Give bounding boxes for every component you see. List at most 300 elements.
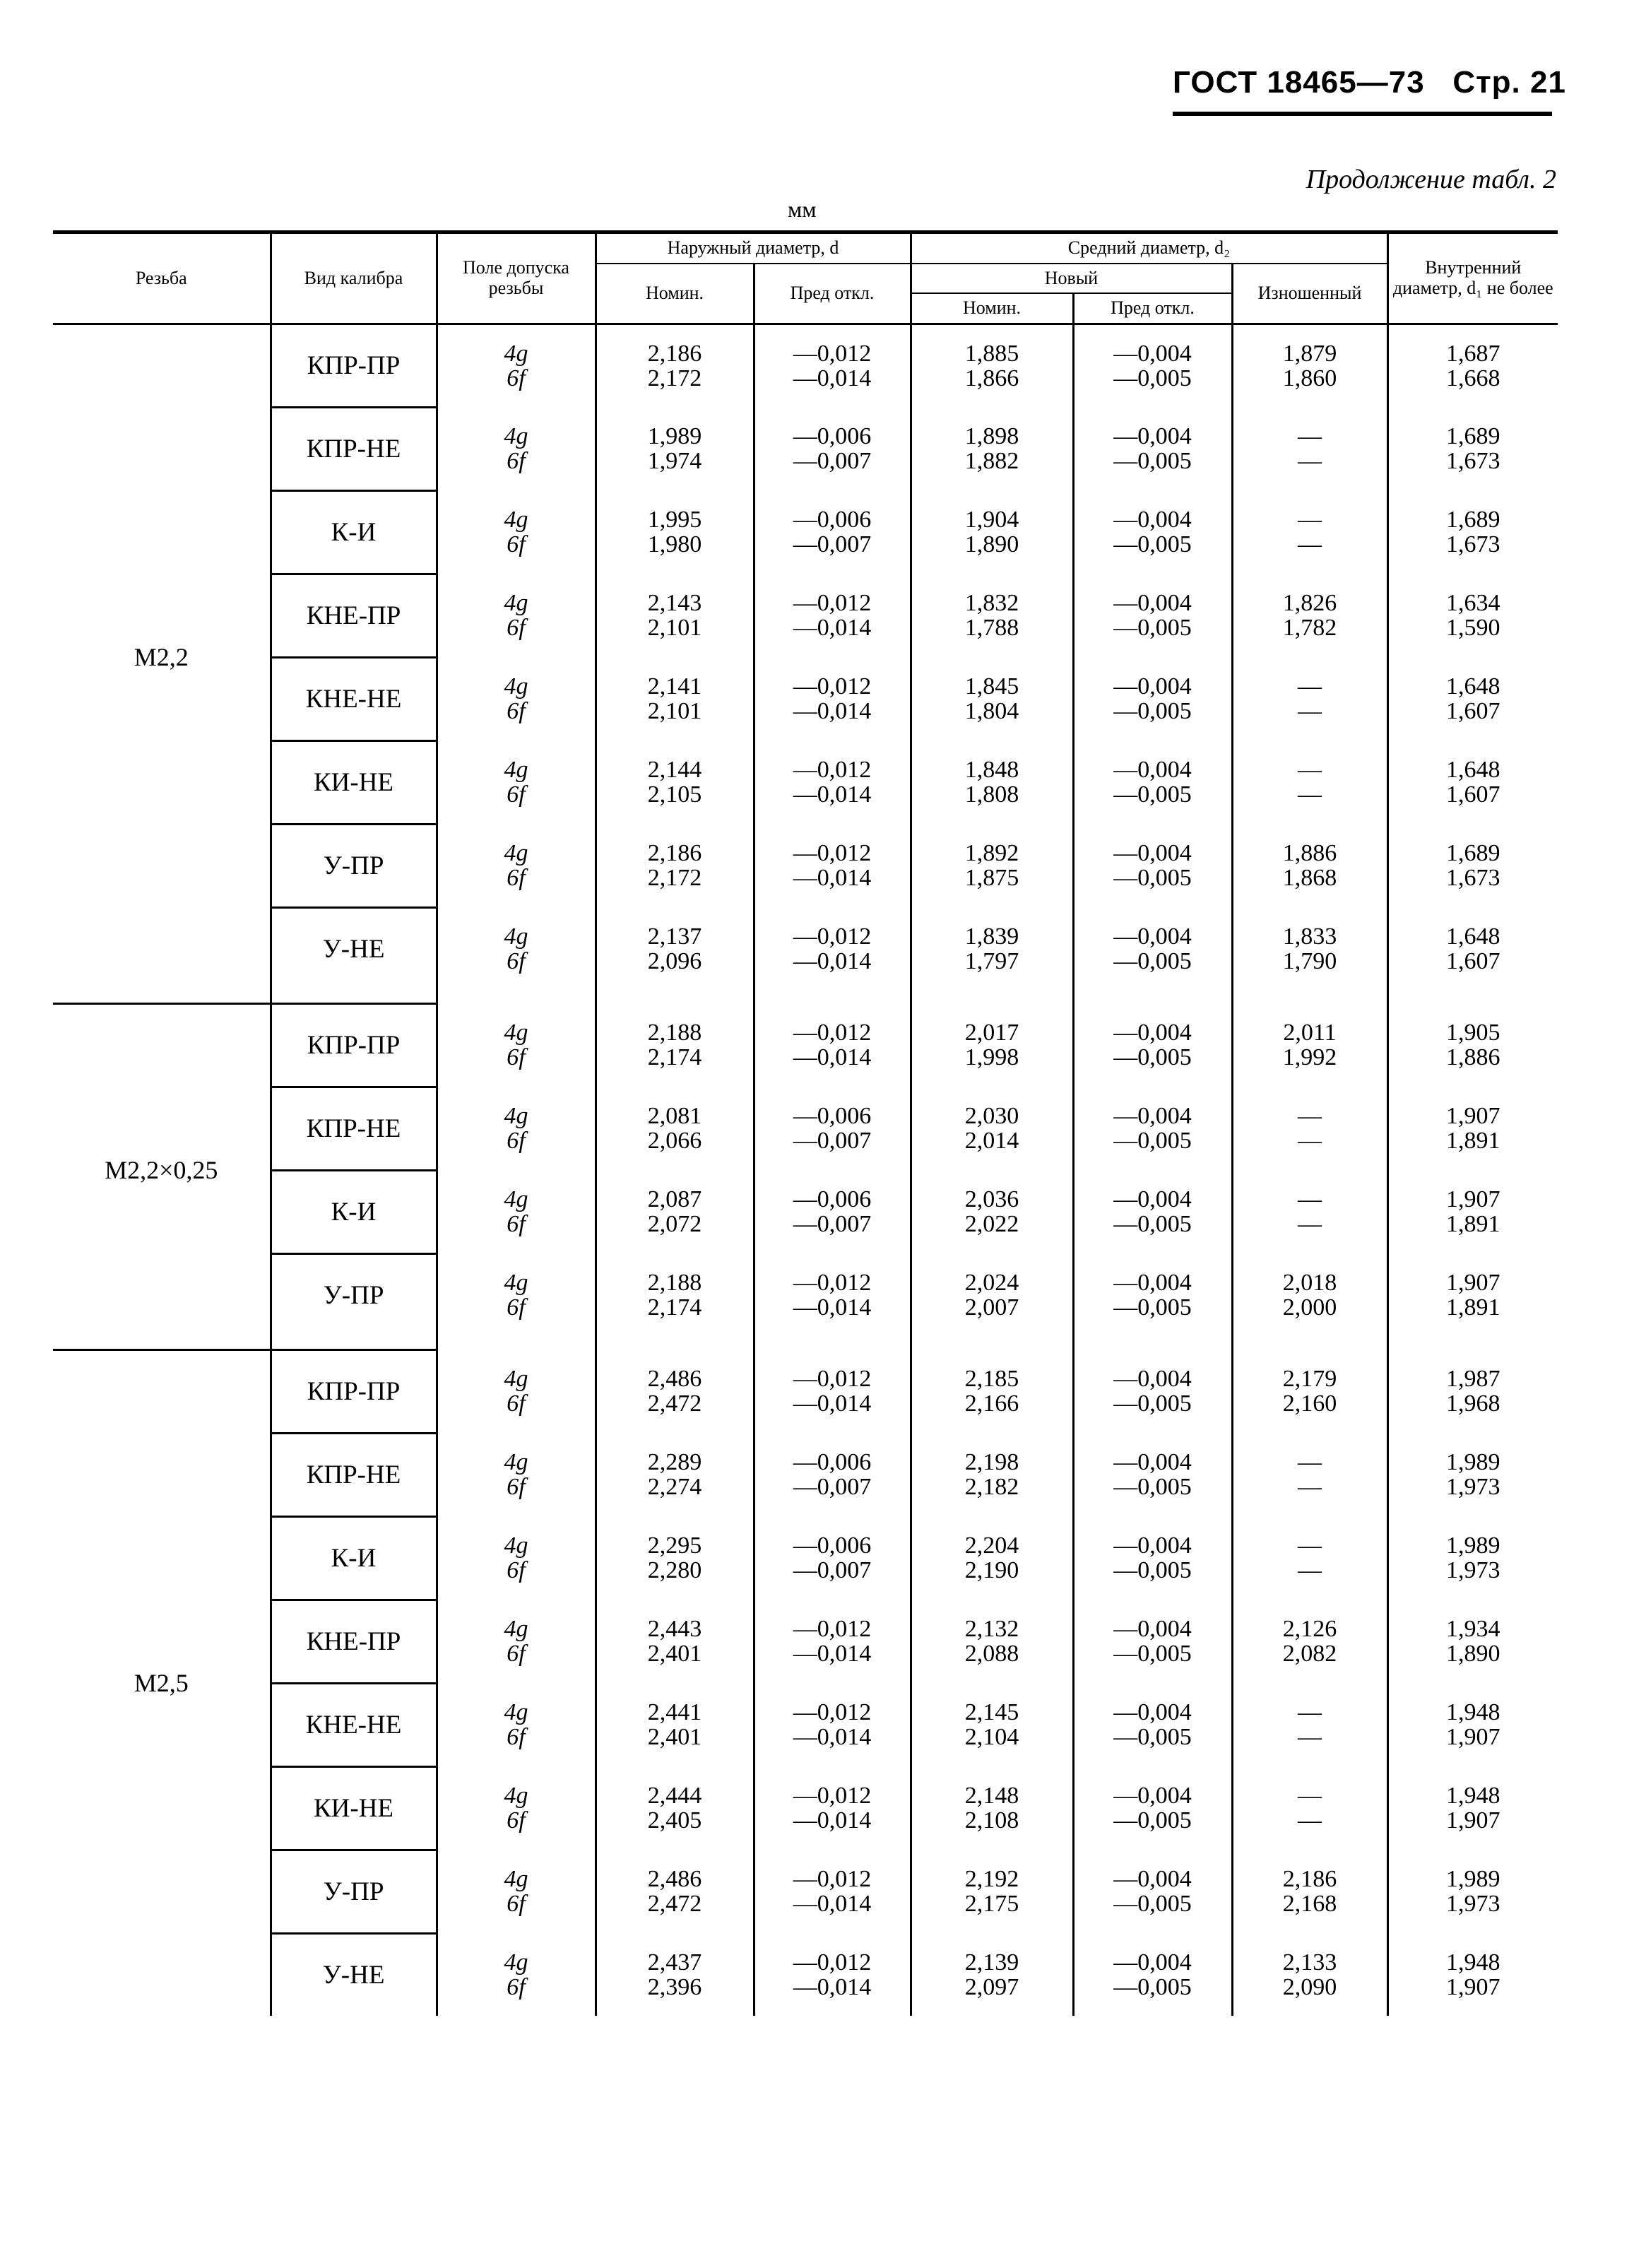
- pitch-worn-value: —: [1298, 1474, 1322, 1501]
- pitch-deviation-value: —0,004: [1113, 1186, 1192, 1213]
- pitch-worn-value: —: [1298, 1186, 1322, 1213]
- col-pitch-worn: Изношенный: [1232, 264, 1387, 324]
- table-body: [53, 324, 1558, 2016]
- gauge-type: КПР-НЕ: [271, 1433, 437, 1516]
- outer-nominal-cell: [596, 1766, 754, 1850]
- table-row: [53, 407, 1558, 490]
- pitch-nominal-cell: [911, 740, 1073, 824]
- inner-diameter-cell: [1387, 1600, 1558, 1683]
- pitch-nominal-cell: [911, 1087, 1073, 1170]
- gauge-type: КПР-НЕ: [271, 1087, 437, 1170]
- pitch-worn-cell: [1232, 1683, 1387, 1766]
- gauge-type: У-ПР: [271, 824, 437, 907]
- inner-diameter-value: 1,907: [1446, 1724, 1500, 1751]
- pitch-worn-cell: [1232, 907, 1387, 990]
- table-row: [53, 574, 1558, 657]
- pitch-deviation-value: —0,005: [1113, 865, 1192, 892]
- col-outer-nominal: Номин.: [596, 264, 754, 324]
- pitch-deviation-value: —0,004: [1113, 1616, 1192, 1643]
- pitch-deviation-cell: [1073, 490, 1232, 574]
- tolerance-field-value: 4g: [504, 1186, 528, 1213]
- inner-diameter-cell: [1387, 324, 1558, 407]
- pitch-deviation-value: —0,005: [1113, 1128, 1192, 1154]
- outer-deviation-value: —0,012: [793, 923, 872, 950]
- pitch-nominal-cell: [911, 1850, 1073, 1933]
- pitch-worn-value: —: [1298, 698, 1322, 725]
- table-row: [53, 490, 1558, 574]
- pitch-nominal-cell: [911, 324, 1073, 407]
- table-row: [53, 657, 1558, 740]
- pitch-nominal-value: 1,866: [964, 365, 1019, 392]
- outer-deviation-value: —0,006: [793, 1449, 872, 1476]
- gauge-type: КПР-ПР: [271, 324, 437, 407]
- tolerance-field-value: 6f: [507, 1891, 526, 1918]
- gauge-dimensions-table: [53, 230, 1558, 2016]
- outer-nominal-value: 2,188: [647, 1269, 702, 1296]
- outer-deviation-value: —0,012: [793, 757, 872, 784]
- pitch-worn-value: —: [1298, 531, 1322, 558]
- tolerance-field-value: 4g: [504, 1269, 528, 1296]
- pitch-nominal-value: 1,998: [964, 1044, 1019, 1071]
- pitch-nominal-value: 2,108: [964, 1807, 1019, 1834]
- outer-deviation-cell: [754, 1349, 911, 1433]
- table-row: [53, 907, 1558, 990]
- pitch-nominal-value: 1,839: [964, 923, 1019, 950]
- outer-deviation-value: —0,012: [793, 341, 872, 367]
- outer-nominal-value: 2,101: [647, 698, 702, 725]
- header-rule: [1173, 112, 1552, 116]
- pitch-deviation-cell: [1073, 1516, 1232, 1600]
- pitch-deviation-value: —0,005: [1113, 1973, 1192, 2000]
- pitch-worn-value: 1,790: [1282, 947, 1337, 974]
- outer-nominal-cell: [596, 657, 754, 740]
- table-row: [53, 1516, 1558, 1600]
- inner-diameter-value: 1,948: [1446, 1699, 1500, 1726]
- tolerance-field-value: 6f: [507, 1474, 526, 1501]
- outer-nominal-cell: [596, 490, 754, 574]
- pitch-deviation-value: —0,004: [1113, 1949, 1192, 1975]
- outer-deviation-cell: [754, 1433, 911, 1516]
- gauge-type: КПР-ПР: [271, 1003, 437, 1087]
- inner-diameter-value: 1,648: [1446, 673, 1500, 700]
- outer-nominal-value: 2,274: [647, 1474, 702, 1501]
- pitch-worn-cell: [1232, 1087, 1387, 1170]
- tolerance-field-value: 4g: [504, 1532, 528, 1559]
- col-outer-diameter: Наружный диаметр, d: [596, 232, 911, 264]
- pitch-deviation-value: —0,004: [1113, 1269, 1192, 1296]
- inner-diameter-value: 1,687: [1446, 341, 1500, 367]
- outer-nominal-value: 2,401: [647, 1724, 702, 1751]
- outer-nominal-value: 2,072: [647, 1211, 702, 1238]
- pitch-nominal-value: 2,204: [964, 1532, 1019, 1559]
- pitch-nominal-value: 2,017: [964, 1020, 1019, 1046]
- outer-deviation-value: —0,014: [793, 365, 872, 392]
- pitch-deviation-value: —0,005: [1113, 947, 1192, 974]
- pitch-worn-value: 2,160: [1282, 1390, 1337, 1417]
- pitch-worn-value: 2,179: [1282, 1366, 1337, 1393]
- tolerance-field-value: 4g: [504, 1866, 528, 1893]
- pitch-worn-value: 2,000: [1282, 1294, 1337, 1321]
- outer-deviation-value: —0,007: [793, 448, 872, 475]
- outer-deviation-value: —0,006: [793, 423, 872, 450]
- group-spacer: [53, 990, 1558, 1004]
- inner-diameter-value: 1,607: [1446, 698, 1500, 725]
- pitch-nominal-cell: [911, 657, 1073, 740]
- pitch-nominal-value: 1,890: [964, 531, 1019, 558]
- pitch-worn-cell: [1232, 1170, 1387, 1253]
- pitch-nominal-value: 2,030: [964, 1103, 1019, 1130]
- pitch-nominal-value: 1,797: [964, 947, 1019, 974]
- inner-diameter-value: 1,907: [1446, 1807, 1500, 1834]
- inner-diameter-value: 1,989: [1446, 1866, 1500, 1893]
- pitch-deviation-value: —0,005: [1113, 615, 1192, 642]
- pitch-deviation-cell: [1073, 1433, 1232, 1516]
- pitch-deviation-value: —0,005: [1113, 1211, 1192, 1238]
- outer-nominal-cell: [596, 1516, 754, 1600]
- outer-nominal-value: 2,472: [647, 1891, 702, 1918]
- tolerance-field-value: 4g: [504, 757, 528, 784]
- tolerance-field-cell: [437, 1600, 596, 1683]
- outer-deviation-value: —0,006: [793, 507, 872, 533]
- pitch-worn-cell: [1232, 1766, 1387, 1850]
- inner-diameter-value: 1,891: [1446, 1211, 1500, 1238]
- pitch-worn-cell: [1232, 1433, 1387, 1516]
- tolerance-field-value: 6f: [507, 448, 526, 475]
- inner-diameter-cell: [1387, 1433, 1558, 1516]
- tolerance-field-value: 6f: [507, 781, 526, 808]
- pitch-deviation-cell: [1073, 1683, 1232, 1766]
- tolerance-field-cell: [437, 1087, 596, 1170]
- pitch-nominal-value: 1,875: [964, 865, 1019, 892]
- outer-deviation-value: —0,012: [793, 1366, 872, 1393]
- pitch-worn-value: —: [1298, 507, 1322, 533]
- outer-nominal-value: 1,974: [647, 448, 702, 475]
- outer-nominal-cell: [596, 1003, 754, 1087]
- tolerance-field-value: 4g: [504, 840, 528, 867]
- outer-deviation-value: —0,012: [793, 1616, 872, 1643]
- outer-deviation-value: —0,006: [793, 1103, 872, 1130]
- outer-nominal-value: 2,143: [647, 590, 702, 617]
- pitch-deviation-value: —0,004: [1113, 341, 1192, 367]
- pitch-worn-cell: [1232, 1933, 1387, 2016]
- outer-nominal-cell: [596, 907, 754, 990]
- pitch-deviation-value: —0,005: [1113, 531, 1192, 558]
- pitch-nominal-value: 2,097: [964, 1973, 1019, 2000]
- outer-nominal-cell: [596, 824, 754, 907]
- tolerance-field-cell: [437, 1003, 596, 1087]
- pitch-worn-cell: [1232, 1600, 1387, 1683]
- pitch-deviation-cell: [1073, 1600, 1232, 1683]
- pitch-nominal-value: 1,788: [964, 615, 1019, 642]
- inner-diameter-value: 1,689: [1446, 840, 1500, 867]
- pitch-worn-value: —: [1298, 673, 1322, 700]
- pitch-nominal-value: 2,139: [964, 1949, 1019, 1975]
- pitch-worn-value: —: [1298, 757, 1322, 784]
- table-row: [53, 1170, 1558, 1253]
- pitch-deviation-value: —0,005: [1113, 365, 1192, 392]
- col-tolerance-field: Поле допуска резьбы: [437, 232, 596, 324]
- outer-deviation-cell: [754, 1253, 911, 1336]
- page-number: Стр. 21: [1452, 65, 1566, 100]
- inner-diameter-value: 1,907: [1446, 1269, 1500, 1296]
- outer-nominal-cell: [596, 1933, 754, 2016]
- tolerance-field-value: 6f: [507, 1557, 526, 1584]
- pitch-nominal-value: 2,166: [964, 1390, 1019, 1417]
- outer-deviation-cell: [754, 1003, 911, 1087]
- inner-diameter-cell: [1387, 490, 1558, 574]
- pitch-worn-value: 1,868: [1282, 865, 1337, 892]
- pitch-deviation-value: —0,005: [1113, 1044, 1192, 1071]
- gauge-type: КНЕ-ПР: [271, 574, 437, 657]
- table-row: [53, 1003, 1558, 1087]
- tolerance-field-cell: [437, 907, 596, 990]
- pitch-nominal-value: 1,898: [964, 423, 1019, 450]
- tolerance-field-value: 6f: [507, 365, 526, 392]
- gauge-type: У-НЕ: [271, 1933, 437, 2016]
- outer-nominal-value: 2,289: [647, 1449, 702, 1476]
- pitch-deviation-value: —0,004: [1113, 507, 1192, 533]
- outer-deviation-value: —0,014: [793, 615, 872, 642]
- outer-nominal-value: 2,401: [647, 1641, 702, 1667]
- pitch-deviation-value: —0,005: [1113, 781, 1192, 808]
- pitch-worn-value: 2,018: [1282, 1269, 1337, 1296]
- pitch-nominal-cell: [911, 1683, 1073, 1766]
- outer-deviation-value: —0,012: [793, 1269, 872, 1296]
- table-row: [53, 824, 1558, 907]
- inner-diameter-value: 1,590: [1446, 615, 1500, 642]
- table-row: [53, 1933, 1558, 2016]
- units-label: мм: [788, 196, 817, 222]
- outer-deviation-value: —0,007: [793, 531, 872, 558]
- outer-deviation-value: —0,006: [793, 1532, 872, 1559]
- pitch-deviation-cell: [1073, 1349, 1232, 1433]
- pitch-worn-value: —: [1298, 1532, 1322, 1559]
- outer-deviation-cell: [754, 1683, 911, 1766]
- pitch-nominal-cell: [911, 407, 1073, 490]
- pitch-worn-value: 2,168: [1282, 1891, 1337, 1918]
- pitch-nominal-cell: [911, 1170, 1073, 1253]
- outer-deviation-value: —0,014: [793, 1294, 872, 1321]
- inner-diameter-value: 1,934: [1446, 1616, 1500, 1643]
- outer-nominal-value: 2,174: [647, 1044, 702, 1071]
- outer-deviation-value: —0,014: [793, 1973, 872, 2000]
- outer-nominal-value: 2,186: [647, 341, 702, 367]
- pitch-nominal-value: 2,007: [964, 1294, 1019, 1321]
- col-thread: Резьба: [53, 232, 271, 324]
- outer-nominal-value: 2,444: [647, 1783, 702, 1809]
- tolerance-field-value: 4g: [504, 590, 528, 617]
- col-pitch-nominal: Номин.: [911, 293, 1073, 324]
- outer-deviation-value: —0,012: [793, 673, 872, 700]
- outer-deviation-cell: [754, 824, 911, 907]
- pitch-deviation-value: —0,004: [1113, 423, 1192, 450]
- pitch-worn-value: 2,126: [1282, 1616, 1337, 1643]
- tolerance-field-value: 6f: [507, 531, 526, 558]
- pitch-nominal-cell: [911, 907, 1073, 990]
- inner-diameter-cell: [1387, 1003, 1558, 1087]
- inner-diameter-cell: [1387, 1516, 1558, 1600]
- outer-deviation-cell: [754, 324, 911, 407]
- tolerance-field-value: 6f: [507, 1807, 526, 1834]
- table-row: [53, 1253, 1558, 1336]
- inner-diameter-cell: [1387, 1850, 1558, 1933]
- outer-nominal-cell: [596, 324, 754, 407]
- pitch-worn-value: —: [1298, 1449, 1322, 1476]
- inner-diameter-value: 1,968: [1446, 1390, 1500, 1417]
- outer-nominal-value: 2,066: [647, 1128, 702, 1154]
- standard-number: ГОСТ 18465—73: [1173, 65, 1425, 100]
- pitch-deviation-cell: [1073, 1933, 1232, 2016]
- inner-diameter-cell: [1387, 574, 1558, 657]
- pitch-nominal-value: 2,148: [964, 1783, 1019, 1809]
- outer-nominal-cell: [596, 1850, 754, 1933]
- tolerance-field-cell: [437, 1170, 596, 1253]
- pitch-deviation-value: —0,004: [1113, 1103, 1192, 1130]
- pitch-nominal-value: 2,132: [964, 1616, 1019, 1643]
- inner-diameter-value: 1,987: [1446, 1366, 1500, 1393]
- pitch-deviation-cell: [1073, 324, 1232, 407]
- pitch-nominal-value: 1,885: [964, 341, 1019, 367]
- pitch-worn-cell: [1232, 1349, 1387, 1433]
- pitch-nominal-value: 1,904: [964, 507, 1019, 533]
- pitch-nominal-value: 2,198: [964, 1449, 1019, 1476]
- pitch-deviation-cell: [1073, 1087, 1232, 1170]
- gauge-type: К-И: [271, 1516, 437, 1600]
- tolerance-field-cell: [437, 657, 596, 740]
- tolerance-field-cell: [437, 1349, 596, 1433]
- outer-deviation-value: —0,012: [793, 840, 872, 867]
- pitch-worn-cell: [1232, 1253, 1387, 1336]
- pitch-worn-value: 1,782: [1282, 615, 1337, 642]
- tolerance-field-value: 6f: [507, 1294, 526, 1321]
- pitch-worn-value: —: [1298, 1783, 1322, 1809]
- tolerance-field-value: 4g: [504, 1699, 528, 1726]
- table-row: [53, 1087, 1558, 1170]
- inner-diameter-cell: [1387, 407, 1558, 490]
- pitch-nominal-cell: [911, 1766, 1073, 1850]
- inner-diameter-value: 1,989: [1446, 1449, 1500, 1476]
- inner-diameter-value: 1,689: [1446, 423, 1500, 450]
- outer-deviation-cell: [754, 490, 911, 574]
- inner-diameter-cell: [1387, 1683, 1558, 1766]
- outer-deviation-value: —0,012: [793, 1866, 872, 1893]
- col-outer-deviation: Пред откл.: [754, 264, 911, 324]
- inner-diameter-cell: [1387, 824, 1558, 907]
- outer-nominal-value: 2,081: [647, 1103, 702, 1130]
- gauge-type: У-ПР: [271, 1253, 437, 1336]
- inner-diameter-value: 1,973: [1446, 1557, 1500, 1584]
- inner-diameter-value: 1,673: [1446, 865, 1500, 892]
- outer-deviation-value: —0,007: [793, 1128, 872, 1154]
- pitch-worn-value: —: [1298, 1128, 1322, 1154]
- tolerance-field-cell: [437, 1433, 596, 1516]
- pitch-nominal-cell: [911, 1600, 1073, 1683]
- outer-nominal-value: 2,472: [647, 1390, 702, 1417]
- inner-diameter-value: 1,948: [1446, 1783, 1500, 1809]
- inner-diameter-value: 1,989: [1446, 1532, 1500, 1559]
- outer-nominal-value: 1,980: [647, 531, 702, 558]
- outer-nominal-cell: [596, 740, 754, 824]
- inner-diameter-value: 1,973: [1446, 1474, 1500, 1501]
- tolerance-field-value: 6f: [507, 1211, 526, 1238]
- inner-diameter-value: 1,648: [1446, 923, 1500, 950]
- pitch-nominal-value: 2,185: [964, 1366, 1019, 1393]
- pitch-worn-value: —: [1298, 1699, 1322, 1726]
- pitch-deviation-cell: [1073, 1003, 1232, 1087]
- outer-deviation-cell: [754, 1933, 911, 2016]
- outer-deviation-cell: [754, 1850, 911, 1933]
- outer-deviation-cell: [754, 1600, 911, 1683]
- outer-nominal-cell: [596, 1087, 754, 1170]
- outer-deviation-value: —0,014: [793, 698, 872, 725]
- outer-nominal-value: 2,172: [647, 865, 702, 892]
- outer-deviation-value: —0,014: [793, 1807, 872, 1834]
- inner-diameter-value: 1,673: [1446, 448, 1500, 475]
- pitch-worn-value: —: [1298, 781, 1322, 808]
- outer-deviation-value: —0,014: [793, 1390, 872, 1417]
- outer-deviation-value: —0,014: [793, 781, 872, 808]
- pitch-deviation-value: —0,005: [1113, 1641, 1192, 1667]
- tolerance-field-value: 6f: [507, 1390, 526, 1417]
- outer-deviation-value: —0,006: [793, 1186, 872, 1213]
- pitch-deviation-value: —0,005: [1113, 1807, 1192, 1834]
- outer-nominal-value: 2,188: [647, 1020, 702, 1046]
- pitch-nominal-value: 2,104: [964, 1724, 1019, 1751]
- pitch-deviation-value: —0,004: [1113, 757, 1192, 784]
- gauge-type: КИ-НЕ: [271, 740, 437, 824]
- tolerance-field-value: 6f: [507, 865, 526, 892]
- tolerance-field-value: 6f: [507, 1044, 526, 1071]
- outer-deviation-value: —0,014: [793, 865, 872, 892]
- outer-nominal-value: 2,096: [647, 947, 702, 974]
- gauge-type: К-И: [271, 1170, 437, 1253]
- pitch-nominal-cell: [911, 1516, 1073, 1600]
- inner-diameter-value: 1,891: [1446, 1294, 1500, 1321]
- pitch-deviation-cell: [1073, 1766, 1232, 1850]
- pitch-worn-value: —: [1298, 1807, 1322, 1834]
- pitch-nominal-cell: [911, 1433, 1073, 1516]
- pitch-deviation-cell: [1073, 1850, 1232, 1933]
- outer-nominal-value: 2,295: [647, 1532, 702, 1559]
- outer-deviation-value: —0,014: [793, 1891, 872, 1918]
- tolerance-field-value: 4g: [504, 1616, 528, 1643]
- tolerance-field-cell: [437, 1253, 596, 1336]
- pitch-worn-cell: [1232, 1003, 1387, 1087]
- inner-diameter-cell: [1387, 907, 1558, 990]
- gauge-type: КИ-НЕ: [271, 1766, 437, 1850]
- inner-diameter-cell: [1387, 1087, 1558, 1170]
- pitch-worn-value: —: [1298, 1724, 1322, 1751]
- table-row: [53, 1683, 1558, 1766]
- table-header: [53, 232, 1558, 324]
- tolerance-field-value: 4g: [504, 507, 528, 533]
- gauge-type: У-НЕ: [271, 907, 437, 990]
- outer-nominal-cell: [596, 1600, 754, 1683]
- tolerance-field-value: 6f: [507, 1641, 526, 1667]
- pitch-worn-value: —: [1298, 1211, 1322, 1238]
- pitch-worn-value: 2,082: [1282, 1641, 1337, 1667]
- outer-nominal-value: 2,437: [647, 1949, 702, 1975]
- thread-designation: M2,5: [53, 1349, 271, 2016]
- tolerance-field-value: 4g: [504, 341, 528, 367]
- inner-diameter-value: 1,607: [1446, 947, 1500, 974]
- inner-diameter-value: 1,890: [1446, 1641, 1500, 1667]
- pitch-deviation-value: —0,005: [1113, 1557, 1192, 1584]
- tolerance-field-value: 6f: [507, 698, 526, 725]
- inner-diameter-cell: [1387, 657, 1558, 740]
- tolerance-field-value: 4g: [504, 923, 528, 950]
- pitch-worn-cell: [1232, 657, 1387, 740]
